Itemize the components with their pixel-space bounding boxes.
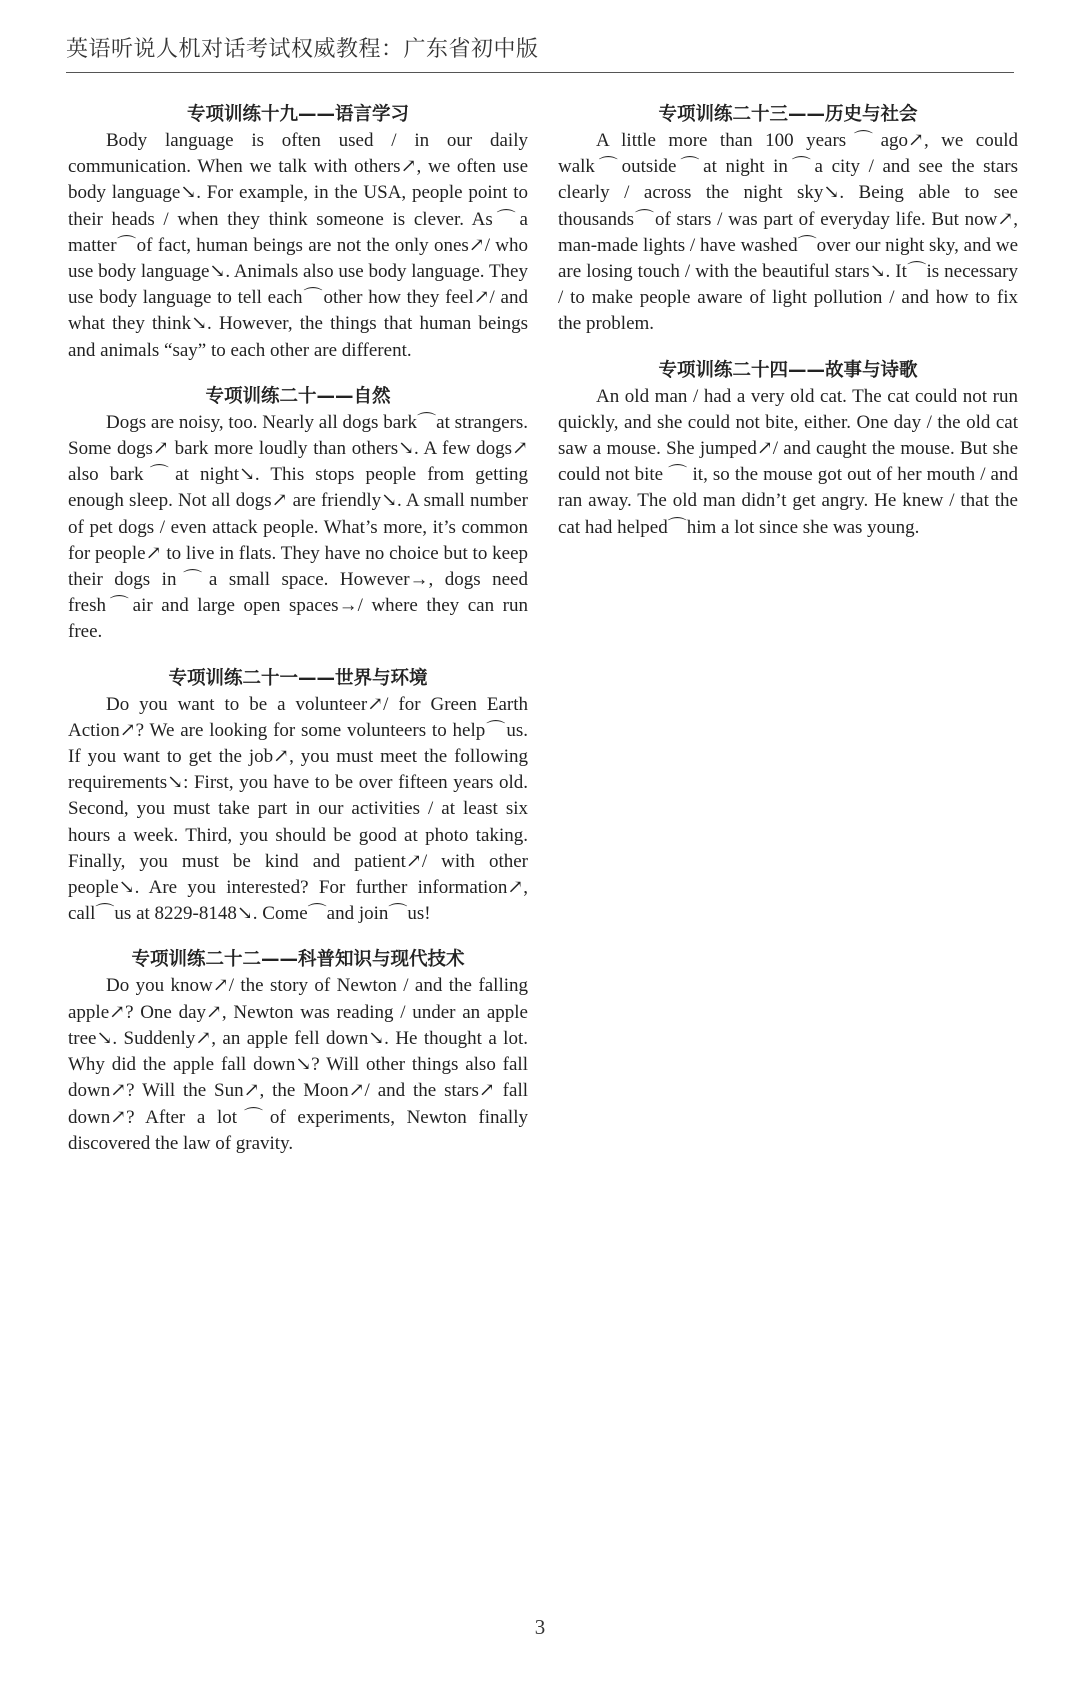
book-title: 英语听说人机对话考试权威教程：广东省初中版 <box>66 37 539 62</box>
section-20 <box>68 384 528 646</box>
section-text: An old man / had a very old cat. The cat could not run quickly, and she could not bite, either. One day / the old cat saw a mouse. She jumped↗/ and caught the mouse. But she could not bite ⌒ it, so the mouse got out of her mouth / and ran away. The old man didn’t get angry. He knew / that the cat had helped⌒him a lot since she was young. <box>558 385 1018 538</box>
section-title: 专项训练二十——自然 <box>205 385 391 407</box>
section-23 <box>558 102 1018 338</box>
section-24 <box>558 358 1018 541</box>
section-text: Do you want to be a volunteer↗/ for Green Earth Action↗? We are looking for some volunteers to help⌒us. If you want to get the job↗, you must meet the following requirements↘: First, you have to be over fifteen years old. Second, you must take part in our activities / at least six hours a week. Third, you should be good at photo taking. Finally, you must be kind and patient↗/ with other people↘. Are you interested? For further information↗, call⌒us at 8229-8148↘. Come⌒and join⌒us! <box>68 693 528 925</box>
section-text: A little more than 100 years⌒ago↗, we could walk⌒outside⌒at night in⌒a city / and see the stars clearly / across the night sky↘. Being able to see thousands⌒of stars / was part of everyday life. But now↗, man-made lights / have washed⌒over our night sky, and we are losing touch / with the beautiful stars↘. It⌒is necessary / to make people aware of light pollution / and how to fix the problem. <box>558 130 1018 335</box>
page-number: 3 <box>534 1615 546 1639</box>
section-19 <box>68 102 528 364</box>
right-column <box>558 98 1018 561</box>
section-21 <box>68 666 528 928</box>
section-title: 专项训练二十二——科普知识与现代技术 <box>131 949 465 971</box>
section-title: 专项训练二十四——故事与诗歌 <box>658 359 918 381</box>
section-title: 专项训练十九——语言学习 <box>186 104 409 125</box>
section-22 <box>68 947 528 1156</box>
page-header <box>66 30 1014 73</box>
section-text: Body language is often used / in our daily communication. When we talk with others↗, we often use body language↘. For example, in the USA, people point to their heads / when they think someone is clever. As⌒a matter⌒of fact, human beings are not the only ones↗/ who use body language↘. Animals also use body language. They use body language to tell each⌒other how they feel↗/ and what they think↘. However, the things that human beings and animals “say” to each other are different. <box>68 130 528 361</box>
section-text: Do you know↗/ the story of Newton / and the falling apple↗? One day↗, Newton was reading / under an apple tree↘. Suddenly↗, an apple fell down↘. He thought a lot. Why did the apple fall down↘? Will other things also fall down↗? Will the Sun↗, the Moon↗/ and the stars↗ fall down↗? After a lot⌒of experiments, Newton finally discovered the law of gravity. <box>68 975 528 1154</box>
section-title: 专项训练二十三——历史与社会 <box>658 104 918 125</box>
left-column <box>68 98 528 1177</box>
section-title: 专项训练二十一——世界与环境 <box>168 667 428 689</box>
section-text: Dogs are noisy, too. Nearly all dogs bark⌒at strangers. Some dogs↗ bark more loudly than others↘. A few dogs↗ also bark⌒at night↘. This stops people from getting enough sleep. Not all dogs↗ are friendly↘. A small number of pet dogs / even attack people. What’s more, it’s common for people↗ to live in flats. They have no choice but to keep their dogs in⌒a small space. However→, dogs need fresh⌒air and large open spaces→/ where they can run free. <box>68 411 528 643</box>
